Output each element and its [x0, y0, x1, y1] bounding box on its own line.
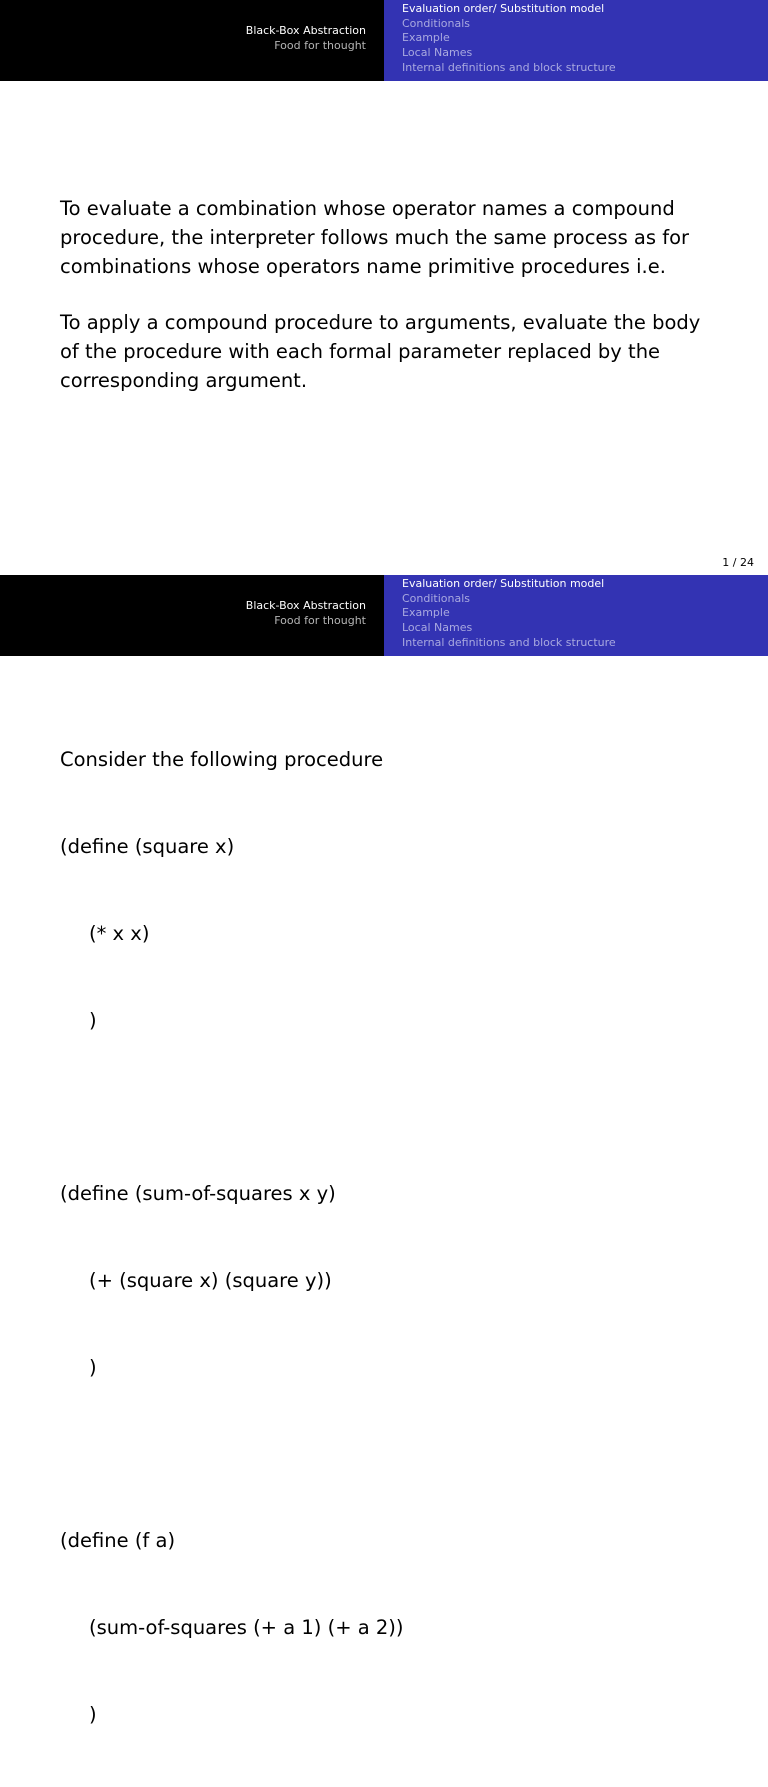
code-line: (sum-of-squares (+ a 1) (+ a 2)) [89, 1616, 404, 1639]
code-line: ) [89, 1703, 97, 1726]
nav-item-internal-definitions[interactable]: Internal definitions and block structure [402, 635, 616, 649]
section-title[interactable]: Black-Box Abstraction [245, 599, 366, 612]
slide-header [0, 575, 768, 656]
subsection-nav [402, 577, 616, 651]
header-section-panel [0, 0, 384, 81]
section-title[interactable]: Black-Box Abstraction [245, 24, 366, 37]
code-line: (define (sum-of-squares x y) [60, 1182, 336, 1205]
nav-item-conditionals[interactable]: Conditionals [402, 591, 471, 605]
code-line: ) [89, 1356, 97, 1379]
nav-item-local-names[interactable]: Local Names [402, 46, 473, 60]
subsection-title[interactable]: Food for thought [274, 614, 366, 627]
nav-item-evaluation-order[interactable]: Evaluation order/ Substitution model [402, 2, 605, 15]
code-example [60, 687, 404, 1787]
nav-item-example[interactable]: Example [402, 31, 450, 45]
header-nav-panel [384, 0, 768, 81]
header-nav-panel [384, 575, 768, 656]
paragraph-text: To apply a compound procedure to arguments, evaluate the body of the procedure with each formal parameter replaced by the corresponding argument. [60, 311, 701, 392]
subsection-nav [402, 2, 616, 76]
paragraph-text: To evaluate a combination whose operator names a compound procedure, the interpreter follows much the same process as for combinations whose operators name primitive procedures i.e. [60, 197, 690, 278]
intro-text: Consider the following procedure [60, 748, 384, 771]
paragraph-apply-procedure [60, 308, 720, 395]
code-line: (+ (square x) (square y)) [89, 1269, 332, 1292]
slide-header [0, 0, 768, 81]
code-line: ) [89, 1009, 97, 1032]
code-spacer [60, 1440, 404, 1468]
code-line: (define (f a) [60, 1529, 176, 1552]
code-line: (* x x) [89, 922, 150, 945]
nav-item-conditionals[interactable]: Conditionals [402, 16, 471, 30]
nav-item-local-names[interactable]: Local Names [402, 621, 473, 635]
header-section-panel [0, 575, 384, 656]
subsection-title[interactable]: Food for thought [274, 39, 366, 52]
page-number: 1 / 24 [722, 556, 754, 569]
code-spacer [60, 1093, 404, 1121]
nav-item-example[interactable]: Example [402, 606, 450, 620]
paragraph-evaluate-combination [60, 194, 720, 281]
slide-2 [0, 575, 768, 1726]
code-line: (define (square x) [60, 835, 235, 858]
slide-1 [0, 0, 768, 575]
nav-item-internal-definitions[interactable]: Internal definitions and block structure [402, 60, 616, 74]
nav-item-evaluation-order[interactable]: Evaluation order/ Substitution model [402, 577, 605, 590]
